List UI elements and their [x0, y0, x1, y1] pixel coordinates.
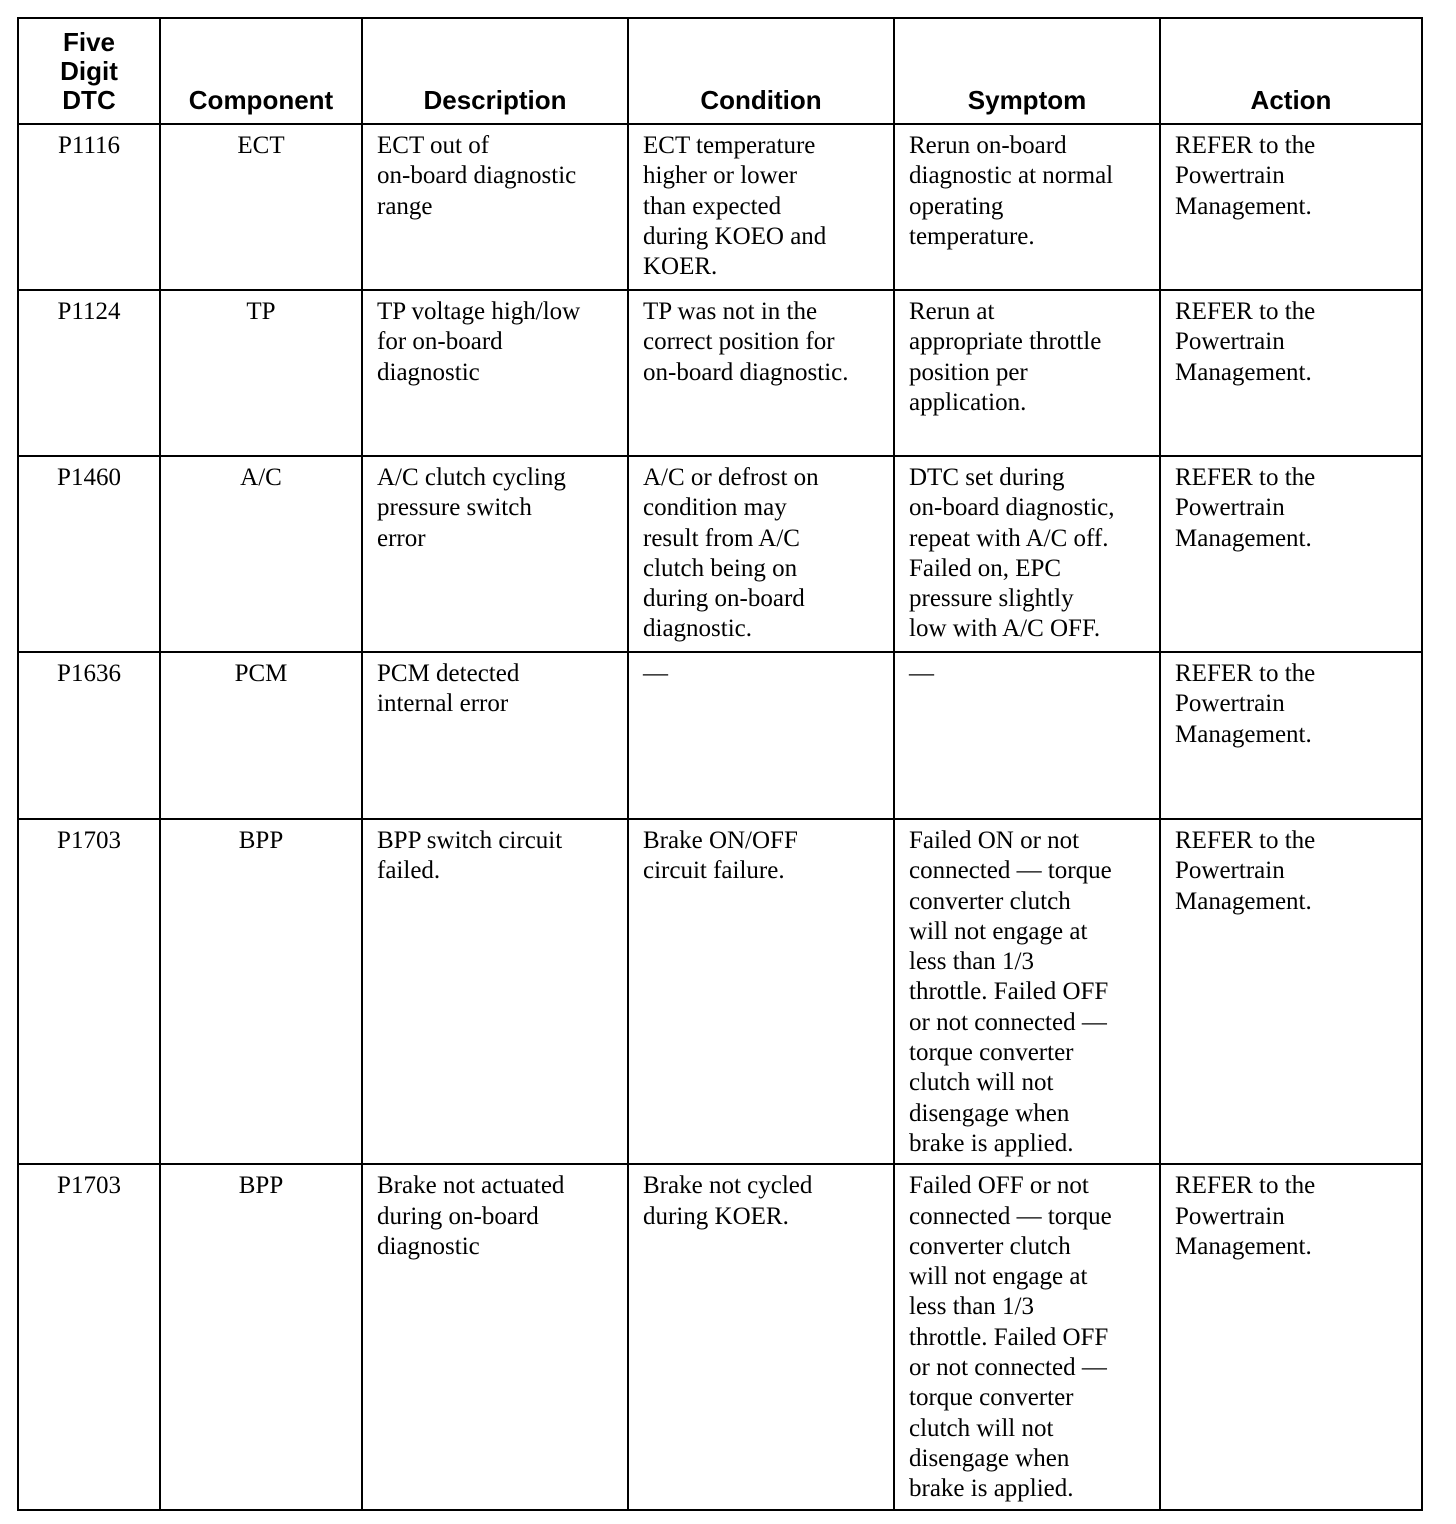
table-row — [18, 124, 1422, 290]
cell-condition: A/C or defrost on condition may result from A/C clutch being on during on-board diagnostic. — [628, 456, 894, 652]
cell-symptom: DTC set during on-board diagnostic, repeat with A/C off. Failed on, EPC pressure slightly low with A/C OFF. — [894, 456, 1160, 652]
table-row — [18, 1164, 1422, 1509]
cell-action: REFER to the Powertrain Management. — [1160, 456, 1422, 652]
header-action: Action — [1160, 18, 1422, 124]
cell-component: BPP — [160, 1164, 362, 1509]
header-symptom: Symptom — [894, 18, 1160, 124]
cell-condition: — — [628, 652, 894, 819]
table-row — [18, 290, 1422, 456]
cell-component: A/C — [160, 456, 362, 652]
cell-dtc: P1703 — [18, 819, 160, 1164]
cell-component: BPP — [160, 819, 362, 1164]
cell-symptom: Failed ON or not connected — torque converter clutch will not engage at less than 1/3 throttle. Failed OFF or not connected — torque converter clutch will not disengage when brake is applied. — [894, 819, 1160, 1164]
table-row — [18, 456, 1422, 652]
cell-dtc: P1124 — [18, 290, 160, 456]
cell-component: ECT — [160, 124, 362, 290]
cell-dtc: P1636 — [18, 652, 160, 819]
dtc-table — [17, 17, 1423, 1511]
cell-description: A/C clutch cycling pressure switch error — [362, 456, 628, 652]
cell-description: Brake not actuated during on-board diagnostic — [362, 1164, 628, 1509]
cell-condition: ECT temperature higher or lower than expected during KOEO and KOER. — [628, 124, 894, 290]
header-component: Component — [160, 18, 362, 124]
cell-dtc: P1460 — [18, 456, 160, 652]
table-row — [18, 652, 1422, 819]
cell-dtc: P1116 — [18, 124, 160, 290]
cell-dtc: P1703 — [18, 1164, 160, 1509]
cell-description: ECT out of on-board diagnostic range — [362, 124, 628, 290]
header-description: Description — [362, 18, 628, 124]
cell-description: TP voltage high/low for on-board diagnostic — [362, 290, 628, 456]
cell-symptom: Failed OFF or not connected — torque converter clutch will not engage at less than 1/3 throttle. Failed OFF or not connected — torque converter clutch will not disengage when brake is applied. — [894, 1164, 1160, 1509]
cell-description: BPP switch circuit failed. — [362, 819, 628, 1164]
cell-symptom: — — [894, 652, 1160, 819]
header-row — [18, 18, 1422, 124]
table-header — [18, 18, 1422, 124]
cell-condition: Brake not cycled during KOER. — [628, 1164, 894, 1509]
cell-condition: TP was not in the correct position for on-board diagnostic. — [628, 290, 894, 456]
cell-symptom: Rerun on-board diagnostic at normal operating temperature. — [894, 124, 1160, 290]
cell-action: REFER to the Powertrain Management. — [1160, 290, 1422, 456]
table-row — [18, 819, 1422, 1164]
cell-action: REFER to the Powertrain Management. — [1160, 124, 1422, 290]
cell-component: TP — [160, 290, 362, 456]
cell-component: PCM — [160, 652, 362, 819]
cell-action: REFER to the Powertrain Management. — [1160, 819, 1422, 1164]
header-condition: Condition — [628, 18, 894, 124]
cell-condition: Brake ON/OFF circuit failure. — [628, 819, 894, 1164]
cell-description: PCM detected internal error — [362, 652, 628, 819]
cell-symptom: Rerun at appropriate throttle position per application. — [894, 290, 1160, 456]
cell-action: REFER to the Powertrain Management. — [1160, 1164, 1422, 1509]
header-dtc: Five Digit DTC — [18, 18, 160, 124]
table-body — [18, 124, 1422, 1510]
cell-action: REFER to the Powertrain Management. — [1160, 652, 1422, 819]
